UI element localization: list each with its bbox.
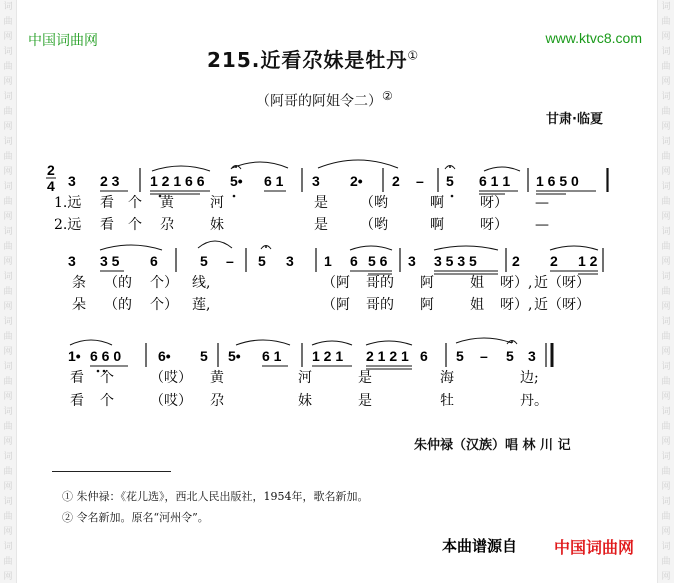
note-group: 3 [528, 348, 536, 364]
watermark-glyph: 曲 [3, 287, 13, 297]
note-group: 6• [158, 348, 171, 364]
watermark-glyph: 曲 [3, 197, 13, 207]
lyric-v1: 个 [100, 370, 114, 386]
slur-arc [198, 241, 232, 248]
lyric-v2: （哟 [360, 217, 388, 233]
fermata-dot [449, 166, 451, 168]
lyric-v2: 个 [100, 393, 114, 409]
lyric-v1: 黄 [160, 195, 174, 211]
fermata-dot [265, 246, 267, 248]
note-group: – [226, 253, 234, 269]
note-group: 6 [350, 253, 358, 269]
watermark-glyph: 网 [3, 257, 13, 267]
source-brand-link[interactable]: 中国词曲网 [554, 538, 635, 557]
lyric-v1: 黄 [210, 370, 224, 386]
song-region: 甘肃·临夏 [546, 112, 603, 127]
watermark-glyph: 曲 [3, 332, 13, 342]
watermark-glyph: 曲 [661, 107, 671, 117]
watermark-glyph: 词 [661, 137, 671, 147]
lyric-v1: 是 [314, 195, 328, 211]
site-name-link[interactable]: 中国词曲网 [28, 33, 98, 49]
watermark-glyph: 曲 [661, 512, 671, 522]
watermark-glyph: 曲 [3, 422, 13, 432]
watermark-glyph: 词 [661, 542, 671, 552]
slur-arc [236, 340, 290, 345]
watermark-glyph: 网 [661, 77, 671, 87]
watermark-glyph: 词 [661, 362, 671, 372]
lyric-v2: 朵 [72, 297, 86, 313]
note-group: 5 [506, 348, 514, 364]
watermark-glyph: 曲 [3, 242, 13, 252]
watermark-glyph: 曲 [661, 197, 671, 207]
watermark-glyph: 曲 [3, 377, 13, 387]
note-group: 3 [286, 253, 294, 269]
lyric-v2: 阿 [420, 297, 434, 313]
watermark-glyph: 网 [661, 527, 671, 537]
footnote-1 [62, 488, 369, 504]
footnote-2-text: 令名新加。原名“河州令”。 [76, 511, 209, 524]
watermark-glyph: 词 [661, 92, 671, 102]
note-group: 6 1 [264, 173, 284, 189]
lyric-v2: 是 [314, 217, 328, 233]
note-group: 1 2 [578, 253, 598, 269]
slur-arc [350, 246, 392, 250]
watermark-glyph: 网 [661, 212, 671, 222]
lyric-v2: 个） [150, 297, 178, 313]
lyric-v1: 个） [150, 275, 178, 291]
lyric-v2: （阿 [322, 297, 350, 313]
watermark-glyph: 曲 [661, 467, 671, 477]
footnote-2-mark: ② [62, 511, 73, 524]
lyric-v2: （的 [104, 297, 132, 313]
watermark-glyph: 网 [3, 392, 13, 402]
watermark-glyph: 词 [3, 182, 13, 192]
slur-arc [434, 246, 498, 250]
lyric-v1: 呀）, [500, 275, 533, 291]
watermark-glyph: 词 [3, 407, 13, 417]
lyric-v1: 近（呀） [534, 275, 590, 291]
lyric-v2: 莲, [192, 297, 211, 313]
time-sig-bottom: 4 [47, 178, 55, 194]
note-group: 6 [420, 348, 428, 364]
note-group: 6 1 1 [479, 173, 511, 189]
watermark-glyph: 网 [3, 122, 13, 132]
note-group: 5• [228, 348, 241, 364]
lyric-v2: 尕 [210, 393, 224, 409]
lyric-v1: 1.远 [54, 195, 82, 211]
lyric-v1: 姐 [470, 275, 484, 291]
watermark-glyph: 词 [661, 407, 671, 417]
lyric-v1: — [535, 195, 549, 211]
lyric-v1: 啊 [430, 195, 444, 211]
note-group: – [480, 348, 488, 364]
watermark-glyph: 曲 [3, 512, 13, 522]
watermark-glyph: 网 [3, 347, 13, 357]
lyric-v1: 个 [128, 195, 142, 211]
note-group: 5 [456, 348, 464, 364]
slur-arc [550, 246, 598, 250]
watermark-glyph: 网 [661, 167, 671, 177]
watermark-glyph: 曲 [661, 242, 671, 252]
note-group: 6 1 [262, 348, 282, 364]
note-group: 3 [68, 253, 76, 269]
note-group: 3 [408, 253, 416, 269]
note-group: 2 3 [100, 173, 120, 189]
note-group: 2• [350, 173, 363, 189]
watermark-glyph: 词 [3, 272, 13, 282]
note-group: 1• [68, 348, 81, 364]
watermark-glyph: 词 [661, 452, 671, 462]
footnote-1-text: 朱仲禄：《花儿选》，西北人民出版社，1954年，歌名新加。 [76, 490, 369, 503]
lyric-v1: 是 [358, 370, 372, 386]
note-group: 1 6 5 0 [536, 173, 579, 189]
song-subtitle-text: （阿哥的阿姐令二） [256, 93, 382, 110]
note-group: 3 [68, 173, 76, 189]
slur-arc [318, 160, 398, 168]
watermark-glyph: 词 [661, 182, 671, 192]
lyric-v1: 看 [100, 195, 114, 211]
time-sig-top: 2 [47, 162, 55, 178]
lyric-v2: 姐 [470, 297, 484, 313]
note-group: 5 6 [368, 253, 388, 269]
slur-arc [232, 162, 288, 168]
watermark-glyph: 网 [3, 302, 13, 312]
slur-arc [152, 166, 210, 171]
note-group: 1 [324, 253, 332, 269]
watermark-glyph: 网 [3, 77, 13, 87]
note-group: 6 6 0 [90, 348, 122, 364]
watermark-glyph: 词 [3, 2, 13, 12]
source-label: 本曲谱源自 [442, 537, 518, 555]
slur-arc [100, 245, 162, 250]
watermark-glyph: 网 [3, 167, 13, 177]
watermark-glyph: 词 [3, 137, 13, 147]
note-group: 3 [312, 173, 320, 189]
watermark-glyph: 词 [661, 317, 671, 327]
lyric-v2: 看 [100, 217, 114, 233]
slur-arc [70, 340, 112, 345]
lyric-v2: — [535, 217, 549, 233]
lyric-v1: 哥的 [366, 275, 394, 291]
watermark-glyph: 曲 [3, 467, 13, 477]
slur-arc [484, 167, 520, 171]
watermark-glyph: 词 [3, 92, 13, 102]
lyric-v1: 河 [210, 195, 224, 211]
octave-dot [451, 195, 454, 198]
lyric-v1: 看 [70, 370, 84, 386]
footnote-2 [62, 509, 209, 525]
watermark-glyph: 曲 [661, 152, 671, 162]
watermark-glyph: 网 [661, 572, 671, 582]
watermark-glyph: 网 [661, 122, 671, 132]
watermark-glyph: 网 [661, 32, 671, 42]
watermark-glyph: 词 [3, 542, 13, 552]
note-group: 2 1 2 1 [366, 348, 409, 364]
note-group: 5 [446, 173, 454, 189]
note-group: 5 [200, 253, 208, 269]
watermark-glyph: 词 [3, 47, 13, 57]
watermark-glyph: 网 [661, 482, 671, 492]
watermark-glyph: 网 [661, 437, 671, 447]
watermark-glyph: 曲 [3, 107, 13, 117]
lyric-v1: 呀） [480, 195, 508, 211]
watermark-glyph: 网 [3, 527, 13, 537]
lyric-v1: （阿 [322, 275, 350, 291]
lyric-v1: 边; [520, 370, 539, 386]
watermark-glyph: 词 [661, 272, 671, 282]
fermata-dot [511, 341, 513, 343]
lyric-v1: （哎） [150, 370, 192, 386]
watermark-glyph: 曲 [3, 62, 13, 72]
lyric-v2: 啊 [430, 217, 444, 233]
footnote-rule [52, 471, 171, 472]
lyric-v1: 条 [72, 275, 86, 291]
lyric-v2: 妹 [298, 393, 312, 409]
watermark-glyph: 网 [661, 257, 671, 267]
watermark-glyph: 网 [3, 212, 13, 222]
watermark-glyph: 词 [3, 452, 13, 462]
octave-dot [233, 195, 236, 198]
watermark-glyph: 曲 [661, 332, 671, 342]
lyric-v2: 尕 [160, 217, 174, 233]
watermark-glyph: 网 [661, 347, 671, 357]
lyric-v1: 线, [192, 275, 211, 291]
lyric-v1: （哟 [360, 195, 388, 211]
lyric-v2: 哥的 [366, 297, 394, 313]
watermark-glyph: 词 [661, 497, 671, 507]
footnote-1-mark: ① [62, 490, 73, 503]
watermark-glyph: 词 [661, 47, 671, 57]
watermark-glyph: 词 [3, 497, 13, 507]
note-group: 5 [200, 348, 208, 364]
lyric-v2: 呀） [480, 217, 508, 233]
watermark-glyph: 词 [3, 317, 13, 327]
subtitle-footnote-mark: ② [382, 89, 393, 103]
watermark-glyph: 网 [3, 572, 13, 582]
slur-arc [456, 338, 512, 343]
watermark-glyph: 曲 [661, 287, 671, 297]
lyric-v2: 看 [70, 393, 84, 409]
note-group: 3 5 3 5 [434, 253, 477, 269]
note-group: 3 5 [100, 253, 120, 269]
octave-dot [97, 370, 100, 373]
lyric-v2: 丹。 [520, 393, 548, 409]
lyric-v2: 是 [358, 393, 372, 409]
watermark-glyph: 网 [3, 482, 13, 492]
note-group: – [416, 173, 424, 189]
lyric-v1: 阿 [420, 275, 434, 291]
fermata-dot [235, 166, 237, 168]
watermark-glyph: 曲 [661, 17, 671, 27]
watermark-glyph: 曲 [661, 62, 671, 72]
site-url-link[interactable]: www.ktvc8.com [545, 30, 642, 46]
watermark-glyph: 词 [661, 2, 671, 12]
lyric-v1: 海 [440, 370, 454, 386]
note-group: 1 2 1 [312, 348, 344, 364]
watermark-glyph: 网 [3, 32, 13, 42]
lyric-v1: （的 [104, 275, 132, 291]
watermark-glyph: 词 [661, 227, 671, 237]
watermark-glyph: 词 [3, 362, 13, 372]
lyric-v2: 呀）, [500, 297, 533, 313]
slur-arc [312, 341, 352, 345]
note-group: 2 [512, 253, 520, 269]
lyric-v2: 2.远 [54, 217, 82, 233]
singer-credit: 朱仲禄（汉族）唱 林 川 记 [414, 438, 571, 453]
lyric-v2: 近（呀） [534, 297, 590, 313]
watermark-glyph: 网 [3, 437, 13, 447]
note-group: 2 [550, 253, 558, 269]
watermark-glyph: 曲 [3, 557, 13, 567]
song-title-text: 215.近看尕妹是牡丹 [207, 48, 408, 72]
watermark-glyph: 曲 [661, 557, 671, 567]
watermark-glyph: 曲 [661, 422, 671, 432]
note-group: 5 [258, 253, 266, 269]
lyric-v2: （哎） [150, 393, 192, 409]
note-group: 2 [392, 173, 400, 189]
title-footnote-mark: ① [407, 48, 420, 63]
slur-arc [366, 341, 412, 345]
watermark-glyph: 曲 [3, 152, 13, 162]
watermark-glyph: 曲 [661, 377, 671, 387]
note-group: 5• [230, 173, 243, 189]
note-group: 6 [150, 253, 158, 269]
watermark-glyph: 网 [661, 392, 671, 402]
watermark-glyph: 曲 [3, 17, 13, 27]
lyric-v2: 妹 [210, 217, 224, 233]
lyric-v1: 河 [298, 370, 312, 386]
note-group: 1 2 1 6 6 [150, 173, 205, 189]
lyric-v2: 个 [128, 217, 142, 233]
lyric-v2: 牡 [440, 393, 454, 409]
watermark-glyph: 网 [661, 302, 671, 312]
watermark-glyph: 词 [3, 227, 13, 237]
